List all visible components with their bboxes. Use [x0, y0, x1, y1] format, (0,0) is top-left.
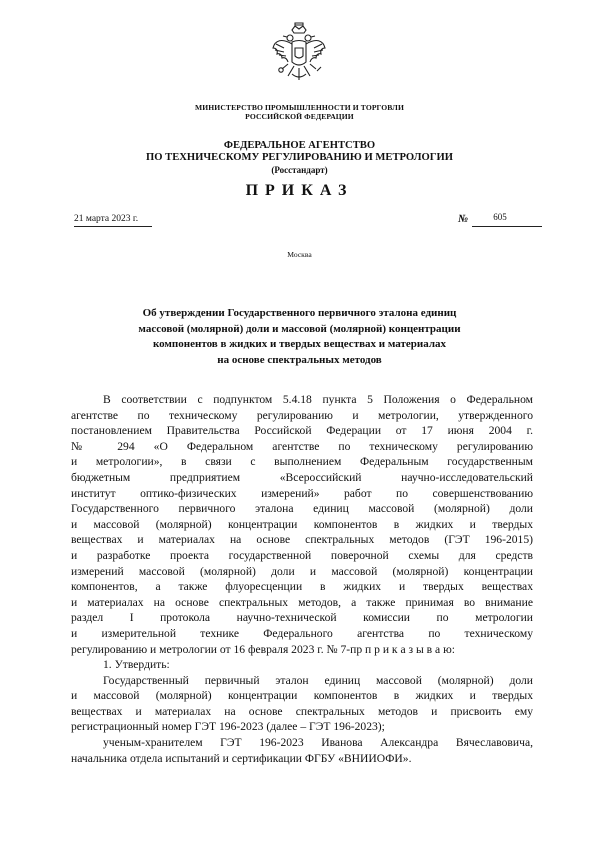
date-underline	[74, 226, 152, 227]
text-line: В соответствии с подпунктом 5.4.18 пункта 5 Положения о Федеральном	[103, 393, 533, 406]
document-type: ПРИКАЗ	[245, 182, 354, 199]
number-underline	[472, 226, 542, 227]
text-line: агентстве по техническому регулированию и метрологии, утвержденного	[71, 408, 533, 422]
text-line: и материалах на основе спектральных методов, а также принимая во внимание	[71, 595, 533, 609]
text-line: постановлением Правительства Российской Федерации от 17 июня 2004 г.	[71, 424, 533, 438]
document-body	[71, 392, 533, 766]
text-line: веществах и материалах на основе спектральных методов и присвоить ему	[71, 704, 533, 718]
paragraph-custodian	[71, 735, 533, 766]
ministry-name	[0, 103, 599, 121]
ministry-line: МИНИСТЕРСТВО ПРОМЫШЛЕННОСТИ И ТОРГОВЛИ	[195, 103, 404, 112]
paragraph-preamble	[71, 392, 533, 657]
coat-of-arms-icon	[270, 22, 328, 88]
text-line: компонентов, а также флуоресценции в жидких и твердых веществах	[71, 580, 533, 594]
text-line: институт оптико-физических измерений» работ по совершенствованию	[71, 486, 533, 500]
text-line: и измерительной технике Федерального агентства по техническому	[71, 626, 533, 640]
text-line: Государственного первичного эталона единиц массовой (молярной) доли	[71, 502, 533, 516]
text-line: регулированию и метрологии от 16 февраля 2023 г. № 7-пр п р и к а з ы в а ю:	[71, 642, 455, 656]
paragraph-standard	[71, 673, 533, 735]
agency-name	[0, 140, 599, 176]
text-line: Государственный первичный эталон единиц массовой (молярной) доли	[103, 673, 533, 687]
text-line: начальника отдела испытаний и сертификации ФГБУ «ВНИИОФИ».	[71, 751, 412, 765]
document-number: 605	[493, 212, 507, 222]
agency-line: ФЕДЕРАЛЬНОЕ АГЕНТСТВО	[223, 140, 376, 151]
text-line: регистрационный номер ГЭТ 196-2023 (далее – ГЭТ 196-2023);	[71, 720, 385, 734]
document-city: Москва	[287, 250, 312, 259]
title-line: массовой (молярной) доли и массовой (молярной) концентрации	[138, 322, 461, 335]
text-line: измерений массовой (молярной) доли и массовой (молярной) концентрации	[71, 564, 533, 578]
text-line: № 294 «О Федеральном агентстве по техническому регулированию	[71, 439, 533, 453]
text-line: 1. Утвердить:	[103, 658, 170, 672]
title-line: Об утверждении Государственного первичного эталона единиц	[142, 307, 457, 319]
document-date: 21 марта 2023 г.	[74, 214, 139, 224]
text-line: веществах и материалах на основе спектральных методов (ГЭТ 196-2015)	[71, 533, 533, 547]
text-line: раздел I протокола научно-технической комиссии по метрологии	[71, 611, 533, 625]
text-line: и разработке проекта государственной поверочной схемы для средств	[71, 548, 533, 562]
text-line: и массовой (молярной) концентрации компонентов в жидких и твердых	[71, 689, 533, 703]
number-sign: №	[458, 213, 469, 225]
document-title	[0, 306, 599, 368]
text-line: бюджетным предприятием «Всероссийский научно-исследовательский	[71, 470, 533, 484]
item-approve	[71, 657, 533, 673]
text-line: ученым-хранителем ГЭТ 196-2023 Иванова Александра Вячеславовича,	[103, 736, 533, 750]
title-line: компонентов в жидких и твердых веществах и материалах	[152, 338, 447, 350]
text-line: и массовой (молярной) концентрации компонентов в жидких и твердых	[71, 517, 533, 531]
agency-short-name: (Росстандарт)	[271, 165, 328, 175]
text-line: и метрологии», в связи с выполнением Федеральным государственным	[71, 455, 533, 469]
agency-line: ПО ТЕХНИЧЕСКОМУ РЕГУЛИРОВАНИЮ И МЕТРОЛОГИИ	[146, 152, 453, 163]
ministry-line: РОССИЙСКОЙ ФЕДЕРАЦИИ	[245, 112, 354, 121]
title-line: на основе спектральных методов	[217, 353, 382, 366]
